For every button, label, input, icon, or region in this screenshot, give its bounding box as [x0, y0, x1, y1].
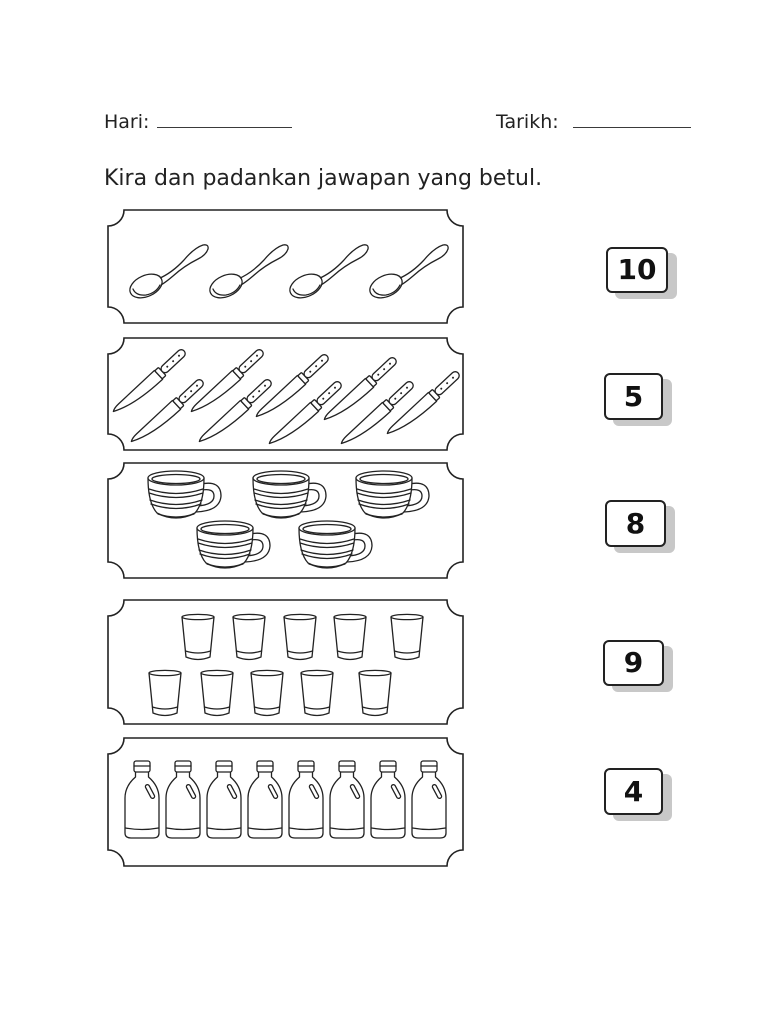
glass-icon [251, 670, 283, 715]
glass-icon [233, 614, 265, 659]
answer-box [603, 640, 664, 686]
glass-icon [334, 614, 366, 659]
glass-icon [149, 670, 181, 715]
answer-number: 8 [625, 506, 646, 540]
answer-box [604, 768, 663, 815]
answer-number: 5 [623, 379, 644, 413]
panel-glasses [108, 600, 463, 724]
panel-frame [108, 738, 463, 866]
answer-box [604, 373, 663, 420]
glass-icon [301, 670, 333, 715]
glass-icon [391, 614, 423, 659]
answer-number: 9 [623, 646, 644, 679]
panel-spoons [108, 210, 463, 323]
glass-icon [201, 670, 233, 715]
glass-icon [359, 670, 391, 715]
panel-bottles [108, 738, 463, 866]
panel-frame [108, 210, 463, 323]
date-label: Tarikh: [496, 111, 559, 133]
glass-icon [182, 614, 214, 659]
instruction-text: Kira dan padankan jawapan yang betul. [104, 166, 543, 191]
answer-number: 4 [623, 774, 644, 808]
answer-number: 10 [617, 253, 657, 286]
answer-box [606, 247, 668, 293]
glass-icon [284, 614, 316, 659]
answer-box [605, 500, 666, 547]
day-label: Hari: [104, 111, 150, 133]
panel-cups [108, 463, 463, 578]
panel-knives [108, 338, 463, 451]
